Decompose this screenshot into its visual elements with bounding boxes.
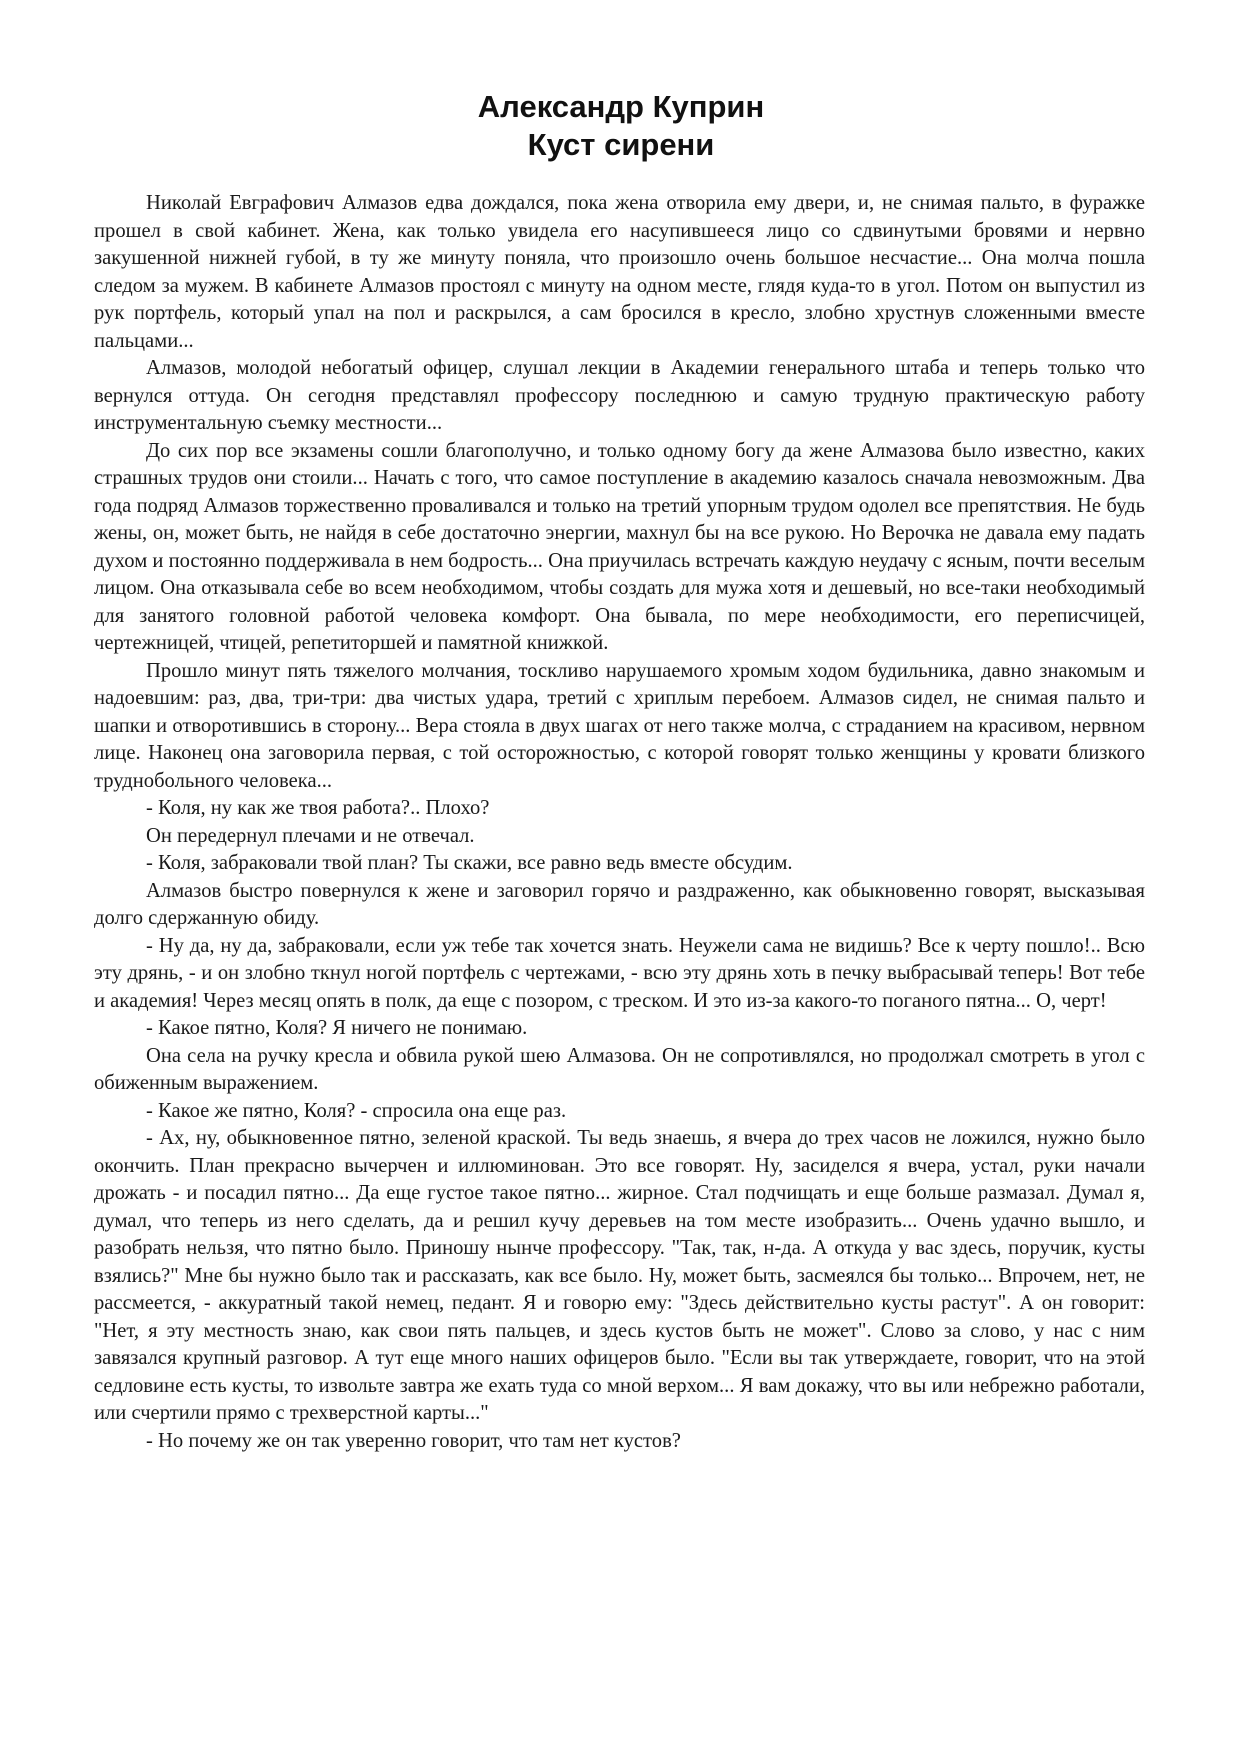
title-block (0, 88, 1242, 164)
author-name: Александр Куприн (477, 89, 765, 124)
paragraph: Николай Евграфович Алмазов едва дождался, пока жена отворила ему двери, и, не снимая пальто, в фуражке прошел в свой кабинет. Жена, как только увидела его насупившееся лицо со сдвинутыми бровями и нервно закушенной нижней губой, в ту же минуту поняла, что произошло очень большое несчастие... Она молча пошла следом за мужем. В кабинете Алмазов простоял с минуту на одном месте, глядя куда-то в угол. Потом он выпустил из рук портфель, который упал на пол и раскрылся, а сам бросился в кресло, злобно хрустнув сложенными вместе пальцами... (94, 192, 1145, 352)
body-text (94, 190, 1145, 1455)
paragraph: Прошло минут пять тяжелого молчания, тоскливо нарушаемого хромым ходом будильника, давно знакомым и надоевшим: раз, два, три-три: два чистых удара, третий с хриплым перебоем. Алмазов сидел, не снимая пальто и шапки и отворотившись в сторону... Вера стояла в двух шагах от него также молча, с страданием на красивом, нервном лице. Наконец она заговорила первая, с той осторожностью, с которой говорят только женщины у кровати близкого труднобольного человека... (94, 659, 1145, 792)
dialogue-line: - Но почему же он так уверенно говорит, что там нет кустов? (146, 1429, 681, 1452)
dialogue-line: - Какое пятно, Коля? Я ничего не понимаю. (146, 1017, 528, 1039)
paragraph: Он передернул плечами и не отвечал. (146, 824, 475, 847)
paragraph: Алмазов, молодой небогатый офицер, слушал лекции в Академии генерального штаба и теперь только что вернулся оттуда. Он сегодня представлял профессору последнюю и самую трудную практическую работу инструментальную съемку местности... (94, 357, 1145, 434)
dialogue-line: - Коля, забраковали твой план? Ты скажи, все равно ведь вместе обсудим. (146, 852, 793, 874)
dialogue-line: - Ах, ну, обыкновенное пятно, зеленой краской. Ты ведь знаешь, я вчера до трех часов не ложился, нужно было окончить. План прекрасно вычерчен и иллюминован. Это все говорят. Ну, засиделся я вчера, устал, руки начали дрожать - и посадил пятно... Да еще густое такое пятно... жирное. Стал подчищать и еще больше размазал. Думал я, думал, что теперь из него сделать, да и решил кучу деревьев на том месте изобразить... Очень удачно вышло, и разобрать нельзя, что пятно было. Приношу нынче профессору. "Так, так, н-да. А откуда у вас здесь, поручик, кусты взялись?" Мне бы нужно было так и рассказать, как все было. Ну, может быть, засмеялся бы только... Впрочем, нет, не рассмеется, - аккуратный такой немец, педант. Я и говорю ему: "Здесь действительно кусты растут". А он говорит: "Нет, я эту местность знаю, как свои пять пальцев, и здесь кустов быть не может". Слово за слово, у нас с ним завязался крупный разговор. А тут еще много наших офицеров было. "Если вы так утверждаете, говорит, что на этой седловине есть кусты, то извольте завтра же ехать туда со мной верхом... Я вам докажу, что вы или небрежно работали, или счертили прямо с трехверстной карты..." (94, 1127, 1145, 1424)
dialogue-line: - Ну да, ну да, забраковали, если уж тебе так хочется знать. Неужели сама не видишь? Все к черту пошло!.. Всю эту дрянь, - и он злобно ткнул ногой портфель с чертежами, - всю эту дрянь хоть в печку выбрасывай теперь! Вот тебе и академия! Через месяц опять в полк, да еще с позором, с треском. И это из-за какого-то поганого пятна... О, черт! (94, 934, 1145, 1012)
paragraph: Алмазов быстро повернулся к жене и заговорил горячо и раздраженно, как обыкновенно говорят, высказывая долго сдержанную обиду. (94, 879, 1145, 929)
dialogue-line: - Какое же пятно, Коля? - спросила она еще раз. (146, 1099, 567, 1122)
dialogue-line: - Коля, ну как же твоя работа?.. Плохо? (146, 797, 490, 819)
story-title: Куст сирени (527, 127, 715, 162)
paragraph: До сих пор все экзамены сошли благополучно, и только одному богу да жене Алмазова было известно, каких страшных трудов они стоили... Начать с того, что самое поступление в академию казалось сначала невозможным. Два года подряд Алмазов торжественно проваливался и только на третий упорным трудом одолел все препятствия. Не будь жены, он, может быть, не найдя в себе достаточно энергии, махнул бы на все рукою. Но Верочка не давала ему падать духом и постоянно поддерживала в нем бодрость... Она приучилась встречать каждую неудачу с ясным, почти веселым лицом. Она отказывала себе во всем необходимом, чтобы создать для мужа хотя и дешевый, но все-таки необходимый для занятого головной работой человека комфорт. Она бывала, по мере необходимости, его переписчицей, чертежницей, чтицей, репетиторшей и памятной книжкой. (94, 439, 1145, 654)
paragraph: Она села на ручку кресла и обвила рукой шею Алмазова. Он не сопротивлялся, но продолжал смотреть в угол с обиженным выражением. (94, 1044, 1145, 1094)
